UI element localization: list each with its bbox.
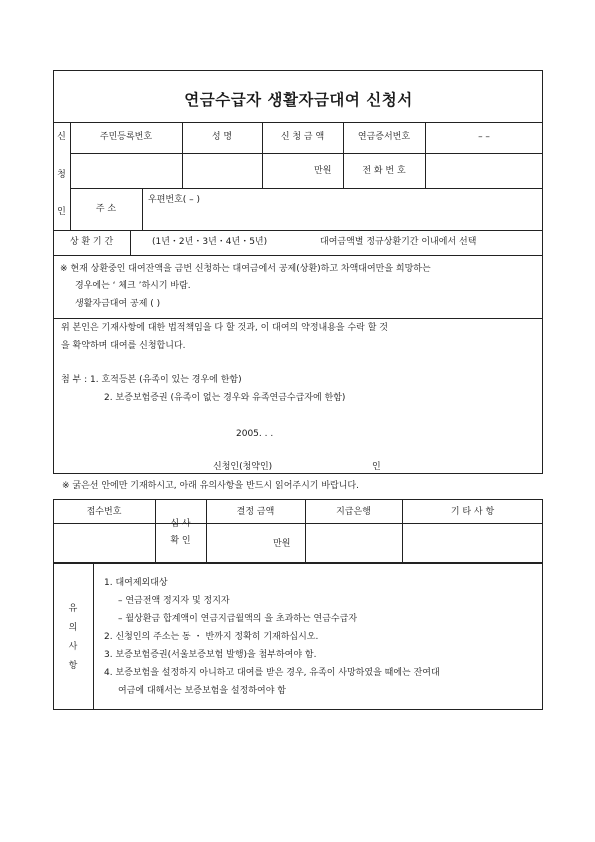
repayment-label: 상 환 기 간 [69, 237, 114, 247]
bank-header: 지급은행 [336, 507, 371, 517]
divider [130, 230, 131, 255]
decision-amount-unit: 만원 [273, 539, 291, 549]
pension-no-value[interactable]: – – [478, 132, 490, 142]
amount-header: 신 청 금 액 [280, 132, 325, 142]
cautions-side-char: 유 [68, 604, 78, 614]
attachment-item: 첨 부 : 1. 호적등본 (유족이 있는 경우에 한함) [61, 375, 242, 385]
cautions-side-char: 의 [68, 623, 78, 633]
caution-item: 2. 신청인의 주소는 동 ・ 반까지 정확히 기재하십시오. [104, 632, 319, 642]
caution-item: – 연금전액 정지자 및 정지자 [118, 596, 230, 606]
caution-item: 여금에 대해서는 보증보험을 설정하여야 함 [118, 686, 286, 696]
bold-line-notice: ※ 굵은선 안에만 기재하시고, 아래 유의사항을 반드시 읽어주시기 바랍니다. [62, 481, 359, 491]
declaration-line: 을 확약하며 대여를 신청합니다. [61, 341, 186, 351]
divider [70, 188, 543, 189]
repayment-note: 대여금액별 정규상환기간 이내에서 선택 [320, 237, 477, 247]
review-label: 심 사 [170, 519, 191, 529]
decision-amount-header: 결정 금액 [236, 507, 275, 517]
divider [53, 523, 543, 524]
address-label: 주 소 [95, 204, 117, 214]
divider [70, 153, 543, 154]
deduction-checkbox[interactable]: 생활자금대여 공제 ( ) [75, 299, 161, 309]
review-label: 확 인 [170, 536, 191, 546]
applicant-side-char: 청 [57, 170, 66, 180]
pension-no-header: 연금증서번호 [357, 132, 411, 142]
caution-item: 4. 보증보험을 설정하지 아니하고 대여를 받은 경우, 유족이 사망하였을 때에는 잔여대 [104, 668, 440, 678]
phone-label: 전 화 번 호 [362, 166, 406, 176]
caution-item: – 월상환금 합계액이 연금지급월액의 을 초과하는 연금수급자 [118, 614, 358, 624]
repayment-options[interactable]: (1년・2년・3년・4년・5년) [152, 237, 268, 247]
divider [53, 318, 543, 319]
applicant-side-char: 인 [57, 207, 66, 217]
divider [155, 499, 156, 563]
notice-line: ※ 현재 상환중인 대여잔액을 금번 신청하는 대여금에서 공제(상환)하고 차액대여만을 희망하는 [60, 264, 431, 274]
postal-code-field[interactable]: 우편번호( – ) [148, 195, 201, 205]
amount-unit: 만원 [314, 166, 332, 176]
cautions-side-char: 항 [68, 661, 78, 671]
attachment-item: 2. 보증보험증권 (유족이 없는 경우와 유족연금수급자에 한함) [104, 393, 346, 403]
cautions-side-char: 사 [68, 642, 78, 652]
seal-mark: 인 [372, 462, 381, 472]
signer-label: 신청인(청약인) [213, 462, 273, 472]
notice-line: 경우에는 ‘ 체크 ’하시기 바람. [75, 281, 191, 291]
declaration-line: 위 본인은 기재사항에 대한 법적책임을 다 할 것과, 이 대여의 약정내용을 수락 할 것 [61, 323, 388, 333]
divider [93, 563, 94, 710]
name-header: 성 명 [211, 132, 233, 142]
page-title: 연금수급자 생활자금대여 신청서 [184, 91, 413, 109]
divider [53, 122, 543, 123]
caution-item: 3. 보증보험증권(서울보증보험 발행)을 첨부하여야 함. [104, 650, 317, 660]
receipt-no-header: 접수번호 [86, 507, 122, 517]
resident-no-header: 주민등록번호 [99, 132, 153, 142]
divider [53, 255, 543, 256]
applicant-side-char: 신 [57, 132, 66, 142]
divider [142, 188, 143, 230]
application-date: 2005. . . [236, 429, 274, 439]
divider [53, 230, 543, 231]
other-header: 기 타 사 항 [450, 507, 495, 517]
caution-item: 1. 대여제외대상 [104, 578, 168, 588]
